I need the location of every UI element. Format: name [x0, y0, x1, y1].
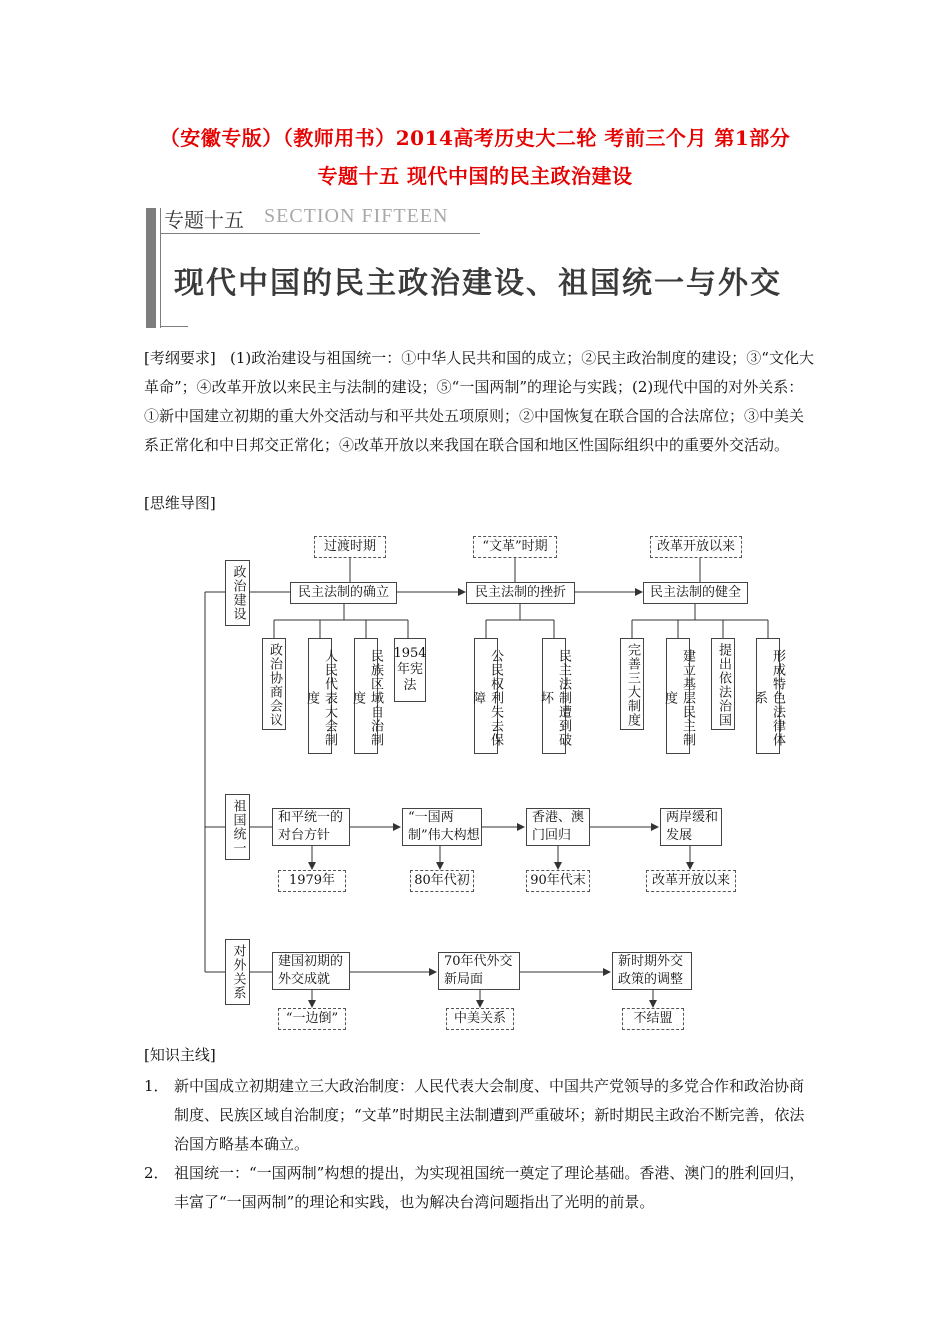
requirements [144, 344, 816, 460]
establish-item-autonomy: 民族区域自治制度 [354, 638, 378, 754]
period-cultural-revolution: “文革”时期 [473, 536, 557, 558]
document-title-line1: （安徽专版）（教师用书）2014高考历史大二轮 考前三个月 第1部分 [159, 126, 791, 150]
period-reform: 改革开放以来 [650, 536, 742, 558]
knowledge-item-number: 1． [144, 1077, 169, 1095]
foreign-stage-early: 建国初期的外交成就 [272, 952, 350, 990]
banner-bottom-rule [160, 326, 188, 327]
foreign-note-non-aligned: 不结盟 [622, 1008, 684, 1030]
politics-stage-establish: 民主法制的确立 [290, 582, 397, 604]
banner-heading: 现代中国的民主政治建设、祖国统一与外交 [174, 266, 782, 301]
establish-item-constitution: 1954年宪法 [394, 638, 426, 702]
politics-stage-improve: 民主法制的健全 [643, 582, 748, 604]
unification-time-90s: 90年代末 [526, 870, 590, 892]
improve-item-legal-system: 形成特色法律体系 [756, 638, 780, 754]
foreign-stage-70s: 70年代外交新局面 [438, 952, 520, 990]
requirements-text: (1)政治建设与祖国统一：①中华人民共和国的成立；②民主政治制度的建设；③“文化大革命”；④改革开放以来民主与法制的建设；⑤“一国两制”的理论与实践；(2)现代中国的对外关系：①新中国建立初期的重大外交活动与和平共处五项原则；②中国恢复在联合国的合法席位；③中美关系正常化和中日邦交正常化；④改革开放以来我国在联合国和地区性国际组织中的重要外交活动。 [144, 349, 814, 454]
knowledge-item-text: 祖国统一：“一国两制”构想的提出，为实现祖国统一奠定了理论基础。香港、澳门的胜利回归，丰富了“一国两制”的理论和实践，也为解决台湾问题指出了光明的前景。 [174, 1164, 805, 1211]
establish-item-cppcc: 政治协商会议 [262, 638, 286, 730]
branch-politics: 政治建设 [225, 560, 250, 626]
unification-stage-return: 香港、澳门回归 [526, 808, 590, 846]
unification-stage-one-country: “一国两制”伟大构想 [402, 808, 482, 846]
knowledge-item-number: 2． [144, 1164, 169, 1182]
foreign-stage-new-era: 新时期外交政策的调整 [612, 952, 692, 990]
branch-foreign: 对外关系 [225, 939, 250, 1005]
requirements-label: [考纲要求] [144, 349, 216, 367]
mindmap-label: [思维导图] [144, 494, 216, 512]
section-banner [146, 200, 818, 328]
unification-stage-policy: 和平统一的对台方针 [272, 808, 350, 846]
banner-line [160, 208, 161, 328]
unification-time-80s: 80年代初 [410, 870, 474, 892]
banner-bar [146, 208, 156, 328]
unification-time-reform: 改革开放以来 [646, 870, 736, 892]
knowledge-item-1 [144, 1072, 816, 1159]
politics-stage-setback: 民主法制的挫折 [466, 582, 575, 604]
banner-section: 专题十五 [164, 208, 244, 232]
period-transition: 过渡时期 [314, 536, 386, 558]
branch-unification: 祖国统一 [225, 794, 250, 860]
unification-time-1979: 1979年 [278, 870, 346, 892]
improve-item-grassroots: 建立基层民主制度 [666, 638, 690, 754]
knowledge-label: [知识主线] [144, 1046, 216, 1064]
establish-item-npc: 人民代表大会制度 [308, 638, 332, 754]
foreign-note-sino-us: 中美关系 [446, 1008, 514, 1030]
improve-item-systems: 完善三大制度 [620, 638, 644, 730]
document-title-line2: 专题十五 现代中国的民主政治建设 [317, 164, 633, 188]
banner-section-en: SECTION FIFTEEN [264, 205, 449, 227]
knowledge-item-text: 新中国成立初期建立三大政治制度：人民代表大会制度、中国共产党领导的多党合作和政治协商制度、民族区域自治制度；“文革”时期民主法制遭到严重破坏；新时期民主政治不断完善，依法治国方略基本确立。 [174, 1077, 805, 1153]
setback-item-law: 民主法制遭到破坏 [542, 638, 566, 754]
improve-item-rule-of-law: 提出依法治国 [711, 638, 735, 730]
banner-top-rule [160, 233, 480, 234]
unification-stage-cross-strait: 两岸缓和发展 [660, 808, 722, 846]
mind-map [170, 522, 810, 1042]
foreign-note-lean: “一边倒” [278, 1008, 346, 1030]
setback-item-rights: 公民权利失去保障 [474, 638, 498, 754]
knowledge-item-2 [144, 1159, 816, 1217]
